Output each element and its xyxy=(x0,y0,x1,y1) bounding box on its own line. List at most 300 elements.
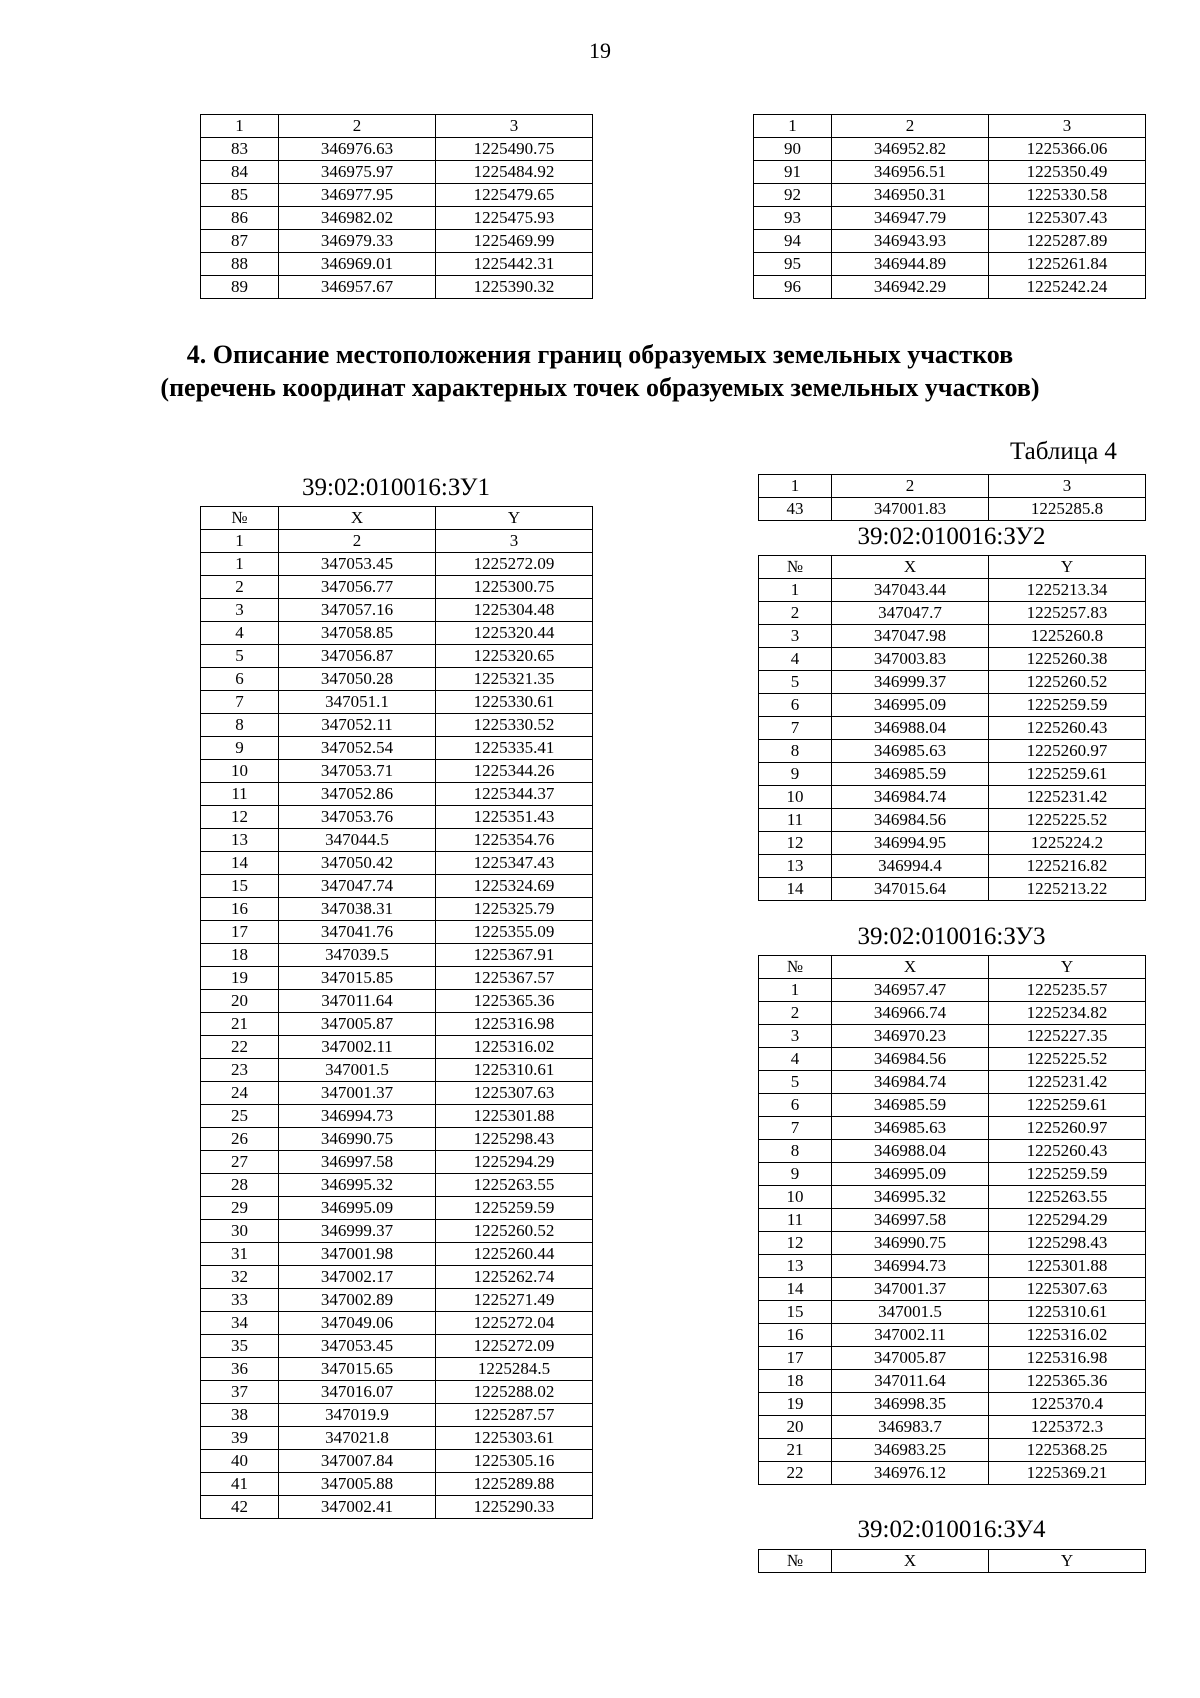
x-coordinate-cell: 347002.17 xyxy=(279,1266,436,1289)
table-row xyxy=(201,1105,593,1128)
y-coordinate-cell: 1225300.75 xyxy=(436,576,593,599)
parcel-3-table xyxy=(758,955,1146,1485)
x-coordinate-cell: 346984.74 xyxy=(832,1071,989,1094)
table-row xyxy=(201,1174,593,1197)
parcel-3-title: 39:02:010016:ЗУ3 xyxy=(857,923,1046,950)
x-coordinate-cell: 347050.42 xyxy=(279,852,436,875)
y-coordinate-cell: 1225259.59 xyxy=(436,1197,593,1220)
point-number-cell: 14 xyxy=(201,852,279,875)
point-number-cell: 28 xyxy=(201,1174,279,1197)
header-cell-x: X xyxy=(832,1550,989,1573)
table-row xyxy=(759,878,1146,901)
y-coordinate-cell: 1225320.65 xyxy=(436,645,593,668)
point-number-cell: 87 xyxy=(201,230,279,253)
point-number-cell: 18 xyxy=(201,944,279,967)
table-row xyxy=(759,763,1146,786)
point-number-cell: 23 xyxy=(201,1059,279,1082)
y-coordinate-cell: 1225316.02 xyxy=(989,1324,1146,1347)
header-cell-x: 2 xyxy=(279,115,436,138)
x-coordinate-cell: 346942.29 xyxy=(832,276,989,299)
table-row xyxy=(201,1427,593,1450)
y-coordinate-cell: 1225242.24 xyxy=(989,276,1146,299)
table-row xyxy=(754,161,1146,184)
y-coordinate-cell: 1225307.43 xyxy=(989,207,1146,230)
x-coordinate-cell: 347001.98 xyxy=(279,1243,436,1266)
y-coordinate-cell: 1225301.88 xyxy=(436,1105,593,1128)
x-coordinate-cell: 346997.58 xyxy=(832,1209,989,1232)
point-number-cell: 20 xyxy=(201,990,279,1013)
table-row xyxy=(201,599,593,622)
x-coordinate-cell: 346979.33 xyxy=(279,230,436,253)
point-number-cell: 14 xyxy=(759,878,832,901)
header-row xyxy=(201,115,593,138)
y-coordinate-cell: 1225310.61 xyxy=(436,1059,593,1082)
table-row xyxy=(201,967,593,990)
point-number-cell: 31 xyxy=(201,1243,279,1266)
table-row xyxy=(759,1416,1146,1439)
header-row xyxy=(759,956,1146,979)
table-row xyxy=(759,1140,1146,1163)
y-coordinate-cell: 1225351.43 xyxy=(436,806,593,829)
table-row xyxy=(201,783,593,806)
table-row xyxy=(201,1082,593,1105)
table-row xyxy=(759,1393,1146,1416)
x-coordinate-cell: 347056.87 xyxy=(279,645,436,668)
y-coordinate-cell: 1225330.52 xyxy=(436,714,593,737)
x-coordinate-cell: 347001.5 xyxy=(832,1301,989,1324)
point-number-cell: 34 xyxy=(201,1312,279,1335)
x-coordinate-cell: 347011.64 xyxy=(279,990,436,1013)
point-number-cell: 21 xyxy=(759,1439,832,1462)
y-coordinate-cell: 1225367.91 xyxy=(436,944,593,967)
y-coordinate-cell: 1225288.02 xyxy=(436,1381,593,1404)
point-number-cell: 13 xyxy=(759,1255,832,1278)
point-number-cell: 92 xyxy=(754,184,832,207)
point-number-cell: 27 xyxy=(201,1151,279,1174)
x-coordinate-cell: 346952.82 xyxy=(832,138,989,161)
point-number-cell: 30 xyxy=(201,1220,279,1243)
table-row xyxy=(759,1255,1146,1278)
column-index-1: 1 xyxy=(201,530,279,553)
point-number-cell: 6 xyxy=(759,1094,832,1117)
y-coordinate-cell: 1225260.44 xyxy=(436,1243,593,1266)
point-number-cell: 11 xyxy=(759,1209,832,1232)
table-row xyxy=(759,1094,1146,1117)
header-cell-x: 2 xyxy=(832,115,989,138)
x-coordinate-cell: 346995.32 xyxy=(832,1186,989,1209)
header-cell-number: 1 xyxy=(201,115,279,138)
y-coordinate-cell: 1225321.35 xyxy=(436,668,593,691)
table-row xyxy=(201,806,593,829)
x-coordinate-cell: 347005.88 xyxy=(279,1473,436,1496)
point-number-cell: 4 xyxy=(759,1048,832,1071)
point-number-cell: 42 xyxy=(201,1496,279,1519)
parcel-2-table xyxy=(758,555,1146,901)
x-coordinate-cell: 347021.8 xyxy=(279,1427,436,1450)
y-coordinate-cell: 1225260.97 xyxy=(989,740,1146,763)
table-row xyxy=(201,1059,593,1082)
x-coordinate-cell: 346999.37 xyxy=(832,671,989,694)
x-coordinate-cell: 346990.75 xyxy=(279,1128,436,1151)
y-coordinate-cell: 1225272.04 xyxy=(436,1312,593,1335)
point-number-cell: 3 xyxy=(759,625,832,648)
table-row xyxy=(759,1209,1146,1232)
point-number-cell: 6 xyxy=(759,694,832,717)
table-row xyxy=(201,1358,593,1381)
y-coordinate-cell: 1225259.61 xyxy=(989,1094,1146,1117)
point-number-cell: 36 xyxy=(201,1358,279,1381)
x-coordinate-cell: 347015.65 xyxy=(279,1358,436,1381)
table-row xyxy=(759,809,1146,832)
table-row xyxy=(201,1128,593,1151)
y-coordinate-cell: 1225369.21 xyxy=(989,1462,1146,1485)
y-coordinate-cell: 1225290.33 xyxy=(436,1496,593,1519)
table-row xyxy=(201,990,593,1013)
table-row xyxy=(201,1243,593,1266)
parcel-4-table xyxy=(758,1549,1146,1573)
table-row xyxy=(201,1036,593,1059)
x-coordinate-cell: 347019.9 xyxy=(279,1404,436,1427)
table-row xyxy=(759,1048,1146,1071)
table-row xyxy=(201,714,593,737)
header-cell-x: X xyxy=(832,956,989,979)
y-coordinate-cell: 1225316.98 xyxy=(436,1013,593,1036)
point-number-cell: 5 xyxy=(201,645,279,668)
table-row xyxy=(759,694,1146,717)
y-coordinate-cell: 1225307.63 xyxy=(989,1278,1146,1301)
x-coordinate-cell: 346997.58 xyxy=(279,1151,436,1174)
y-coordinate-cell: 1225475.93 xyxy=(436,207,593,230)
page-number: 19 xyxy=(589,38,611,63)
x-coordinate-cell: 346944.89 xyxy=(832,253,989,276)
table-row xyxy=(201,207,593,230)
table-row xyxy=(201,1013,593,1036)
y-coordinate-cell: 1225355.09 xyxy=(436,921,593,944)
table-row xyxy=(201,1312,593,1335)
y-coordinate-cell: 1225260.43 xyxy=(989,717,1146,740)
point-number-cell: 5 xyxy=(759,671,832,694)
y-coordinate-cell: 1225344.26 xyxy=(436,760,593,783)
table-row xyxy=(759,1232,1146,1255)
y-coordinate-cell: 1225284.5 xyxy=(436,1358,593,1381)
point-number-cell: 4 xyxy=(759,648,832,671)
table-row xyxy=(759,740,1146,763)
y-coordinate-cell: 1225325.79 xyxy=(436,898,593,921)
point-number-cell: 12 xyxy=(759,1232,832,1255)
header-cell-number: № xyxy=(201,507,279,530)
x-coordinate-cell: 346983.7 xyxy=(832,1416,989,1439)
y-coordinate-cell: 1225479.65 xyxy=(436,184,593,207)
table-row xyxy=(759,1163,1146,1186)
point-number-cell: 96 xyxy=(754,276,832,299)
y-coordinate-cell: 1225263.55 xyxy=(436,1174,593,1197)
point-number-cell: 40 xyxy=(201,1450,279,1473)
table-row xyxy=(754,184,1146,207)
x-coordinate-cell: 346966.74 xyxy=(832,1002,989,1025)
x-coordinate-cell: 346975.97 xyxy=(279,161,436,184)
x-coordinate-cell: 347052.86 xyxy=(279,783,436,806)
table-row xyxy=(754,276,1146,299)
y-coordinate-cell: 1225298.43 xyxy=(436,1128,593,1151)
table-row xyxy=(759,1347,1146,1370)
point-number-cell: 85 xyxy=(201,184,279,207)
table-row xyxy=(759,786,1146,809)
x-coordinate-cell: 346994.95 xyxy=(832,832,989,855)
table-row xyxy=(201,184,593,207)
x-coordinate-cell: 347053.45 xyxy=(279,1335,436,1358)
point-number-cell: 35 xyxy=(201,1335,279,1358)
x-coordinate-cell: 346950.31 xyxy=(832,184,989,207)
y-coordinate-cell: 1225304.48 xyxy=(436,599,593,622)
column-index-2: 2 xyxy=(279,530,436,553)
table-row xyxy=(201,691,593,714)
header-cell-y: 3 xyxy=(989,475,1146,498)
table-row xyxy=(759,1186,1146,1209)
point-number-cell: 90 xyxy=(754,138,832,161)
table-row xyxy=(201,668,593,691)
x-coordinate-cell: 346994.73 xyxy=(279,1105,436,1128)
y-coordinate-cell: 1225490.75 xyxy=(436,138,593,161)
point-number-cell: 89 xyxy=(201,276,279,299)
x-coordinate-cell: 347002.11 xyxy=(279,1036,436,1059)
point-number-cell: 15 xyxy=(759,1301,832,1324)
y-coordinate-cell: 1225370.4 xyxy=(989,1393,1146,1416)
table-row xyxy=(759,717,1146,740)
point-number-cell: 94 xyxy=(754,230,832,253)
point-number-cell: 10 xyxy=(759,786,832,809)
y-coordinate-cell: 1225335.41 xyxy=(436,737,593,760)
point-number-cell: 43 xyxy=(759,498,832,521)
x-coordinate-cell: 346982.02 xyxy=(279,207,436,230)
table-row xyxy=(759,979,1146,1002)
point-number-cell: 5 xyxy=(759,1071,832,1094)
table-row xyxy=(754,138,1146,161)
table-row xyxy=(759,855,1146,878)
point-number-cell: 7 xyxy=(759,1117,832,1140)
x-coordinate-cell: 347003.83 xyxy=(832,648,989,671)
y-coordinate-cell: 1225227.35 xyxy=(989,1025,1146,1048)
table-row xyxy=(201,921,593,944)
x-coordinate-cell: 346990.75 xyxy=(832,1232,989,1255)
section-heading xyxy=(150,338,1050,404)
point-number-cell: 6 xyxy=(201,668,279,691)
table-row xyxy=(759,1025,1146,1048)
point-number-cell: 24 xyxy=(201,1082,279,1105)
continuation-table-right xyxy=(753,114,1146,299)
x-coordinate-cell: 347058.85 xyxy=(279,622,436,645)
y-coordinate-cell: 1225301.88 xyxy=(989,1255,1146,1278)
point-number-cell: 88 xyxy=(201,253,279,276)
y-coordinate-cell: 1225260.52 xyxy=(989,671,1146,694)
table-row xyxy=(201,1496,593,1519)
y-coordinate-cell: 1225303.61 xyxy=(436,1427,593,1450)
y-coordinate-cell: 1225367.57 xyxy=(436,967,593,990)
point-number-cell: 12 xyxy=(201,806,279,829)
y-coordinate-cell: 1225259.61 xyxy=(989,763,1146,786)
y-coordinate-cell: 1225307.63 xyxy=(436,1082,593,1105)
x-coordinate-cell: 347015.85 xyxy=(279,967,436,990)
table-row xyxy=(754,230,1146,253)
point-number-cell: 22 xyxy=(201,1036,279,1059)
header-cell-y: Y xyxy=(989,556,1146,579)
point-number-cell: 4 xyxy=(201,622,279,645)
header-cell-y: Y xyxy=(989,1550,1146,1573)
x-coordinate-cell: 346998.35 xyxy=(832,1393,989,1416)
x-coordinate-cell: 346995.32 xyxy=(279,1174,436,1197)
header-row xyxy=(759,556,1146,579)
point-number-cell: 41 xyxy=(201,1473,279,1496)
table-row xyxy=(201,852,593,875)
point-number-cell: 14 xyxy=(759,1278,832,1301)
point-number-cell: 16 xyxy=(201,898,279,921)
y-coordinate-cell: 1225234.82 xyxy=(989,1002,1146,1025)
x-coordinate-cell: 346970.23 xyxy=(832,1025,989,1048)
x-coordinate-cell: 346995.09 xyxy=(832,694,989,717)
point-number-cell: 7 xyxy=(759,717,832,740)
point-number-cell: 9 xyxy=(759,763,832,786)
header-cell-y: 3 xyxy=(989,115,1146,138)
table-row xyxy=(201,1404,593,1427)
y-coordinate-cell: 1225225.52 xyxy=(989,809,1146,832)
x-coordinate-cell: 346977.95 xyxy=(279,184,436,207)
x-coordinate-cell: 346976.63 xyxy=(279,138,436,161)
y-coordinate-cell: 1225272.09 xyxy=(436,553,593,576)
y-coordinate-cell: 1225259.59 xyxy=(989,1163,1146,1186)
y-coordinate-cell: 1225484.92 xyxy=(436,161,593,184)
table-caption: Таблица 4 xyxy=(1010,438,1117,465)
section-heading-line-2: (перечень координат характерных точек образуемых земельных участков) xyxy=(160,373,1040,402)
point-number-cell: 10 xyxy=(201,760,279,783)
table-row xyxy=(759,1324,1146,1347)
x-coordinate-cell: 347001.83 xyxy=(832,498,989,521)
table-row xyxy=(201,829,593,852)
x-coordinate-cell: 346994.73 xyxy=(832,1255,989,1278)
header-row xyxy=(201,507,593,530)
x-coordinate-cell: 346994.4 xyxy=(832,855,989,878)
y-coordinate-cell: 1225271.49 xyxy=(436,1289,593,1312)
table-row xyxy=(759,1117,1146,1140)
point-number-cell: 7 xyxy=(201,691,279,714)
header-cell-y: Y xyxy=(989,956,1146,979)
point-number-cell: 18 xyxy=(759,1370,832,1393)
header-cell-y: Y xyxy=(436,507,593,530)
y-coordinate-cell: 1225469.99 xyxy=(436,230,593,253)
y-coordinate-cell: 1225287.89 xyxy=(989,230,1146,253)
y-coordinate-cell: 1225216.82 xyxy=(989,855,1146,878)
table-row xyxy=(201,138,593,161)
point-number-cell: 25 xyxy=(201,1105,279,1128)
point-number-cell: 13 xyxy=(201,829,279,852)
table-row xyxy=(754,207,1146,230)
table-row xyxy=(201,276,593,299)
y-coordinate-cell: 1225344.37 xyxy=(436,783,593,806)
x-coordinate-cell: 347052.11 xyxy=(279,714,436,737)
y-coordinate-cell: 1225260.38 xyxy=(989,648,1146,671)
table-row xyxy=(759,1301,1146,1324)
x-coordinate-cell: 347002.11 xyxy=(832,1324,989,1347)
table-row xyxy=(759,579,1146,602)
point-number-cell: 8 xyxy=(759,740,832,763)
y-coordinate-cell: 1225294.29 xyxy=(989,1209,1146,1232)
x-coordinate-cell: 346988.04 xyxy=(832,717,989,740)
table-row xyxy=(759,1462,1146,1485)
table-row xyxy=(759,625,1146,648)
x-coordinate-cell: 346957.67 xyxy=(279,276,436,299)
x-coordinate-cell: 346995.09 xyxy=(832,1163,989,1186)
parcel-4-title: 39:02:010016:ЗУ4 xyxy=(857,1516,1046,1543)
x-coordinate-cell: 347041.76 xyxy=(279,921,436,944)
table-row xyxy=(754,253,1146,276)
y-coordinate-cell: 1225263.55 xyxy=(989,1186,1146,1209)
point-number-cell: 21 xyxy=(201,1013,279,1036)
point-number-cell: 11 xyxy=(759,809,832,832)
y-coordinate-cell: 1225259.59 xyxy=(989,694,1146,717)
y-coordinate-cell: 1225225.52 xyxy=(989,1048,1146,1071)
x-coordinate-cell: 346947.79 xyxy=(832,207,989,230)
point-number-cell: 3 xyxy=(759,1025,832,1048)
y-coordinate-cell: 1225260.52 xyxy=(436,1220,593,1243)
table-row xyxy=(201,1220,593,1243)
x-coordinate-cell: 346985.63 xyxy=(832,740,989,763)
x-coordinate-cell: 347057.16 xyxy=(279,599,436,622)
point-number-cell: 32 xyxy=(201,1266,279,1289)
y-coordinate-cell: 1225287.57 xyxy=(436,1404,593,1427)
point-number-cell: 38 xyxy=(201,1404,279,1427)
y-coordinate-cell: 1225354.76 xyxy=(436,829,593,852)
header-cell-number: 1 xyxy=(754,115,832,138)
table-row xyxy=(201,645,593,668)
parcel-2-title: 39:02:010016:ЗУ2 xyxy=(857,523,1046,550)
table-row xyxy=(201,737,593,760)
table-row xyxy=(201,898,593,921)
point-number-cell: 12 xyxy=(759,832,832,855)
x-coordinate-cell: 347007.84 xyxy=(279,1450,436,1473)
table-row xyxy=(201,622,593,645)
table-row xyxy=(759,1002,1146,1025)
y-coordinate-cell: 1225231.42 xyxy=(989,1071,1146,1094)
x-coordinate-cell: 346983.25 xyxy=(832,1439,989,1462)
point-number-cell: 13 xyxy=(759,855,832,878)
point-number-cell: 17 xyxy=(759,1347,832,1370)
x-coordinate-cell: 347002.89 xyxy=(279,1289,436,1312)
point-number-cell: 15 xyxy=(201,875,279,898)
x-coordinate-cell: 347001.5 xyxy=(279,1059,436,1082)
header-cell-x: X xyxy=(279,507,436,530)
y-coordinate-cell: 1225260.97 xyxy=(989,1117,1146,1140)
y-coordinate-cell: 1225442.31 xyxy=(436,253,593,276)
table-row xyxy=(201,760,593,783)
point-number-cell: 91 xyxy=(754,161,832,184)
y-coordinate-cell: 1225320.44 xyxy=(436,622,593,645)
x-coordinate-cell: 346969.01 xyxy=(279,253,436,276)
y-coordinate-cell: 1225257.83 xyxy=(989,602,1146,625)
point-number-cell: 26 xyxy=(201,1128,279,1151)
point-number-cell: 3 xyxy=(201,599,279,622)
point-number-cell: 11 xyxy=(201,783,279,806)
x-coordinate-cell: 346984.56 xyxy=(832,809,989,832)
x-coordinate-cell: 347047.7 xyxy=(832,602,989,625)
table-row xyxy=(759,1278,1146,1301)
table-row xyxy=(759,832,1146,855)
column-index-row xyxy=(201,530,593,553)
x-coordinate-cell: 347043.44 xyxy=(832,579,989,602)
table-row xyxy=(759,498,1146,521)
point-number-cell: 16 xyxy=(759,1324,832,1347)
table-row xyxy=(759,1071,1146,1094)
x-coordinate-cell: 347001.37 xyxy=(279,1082,436,1105)
table-row xyxy=(201,253,593,276)
x-coordinate-cell: 347051.1 xyxy=(279,691,436,714)
